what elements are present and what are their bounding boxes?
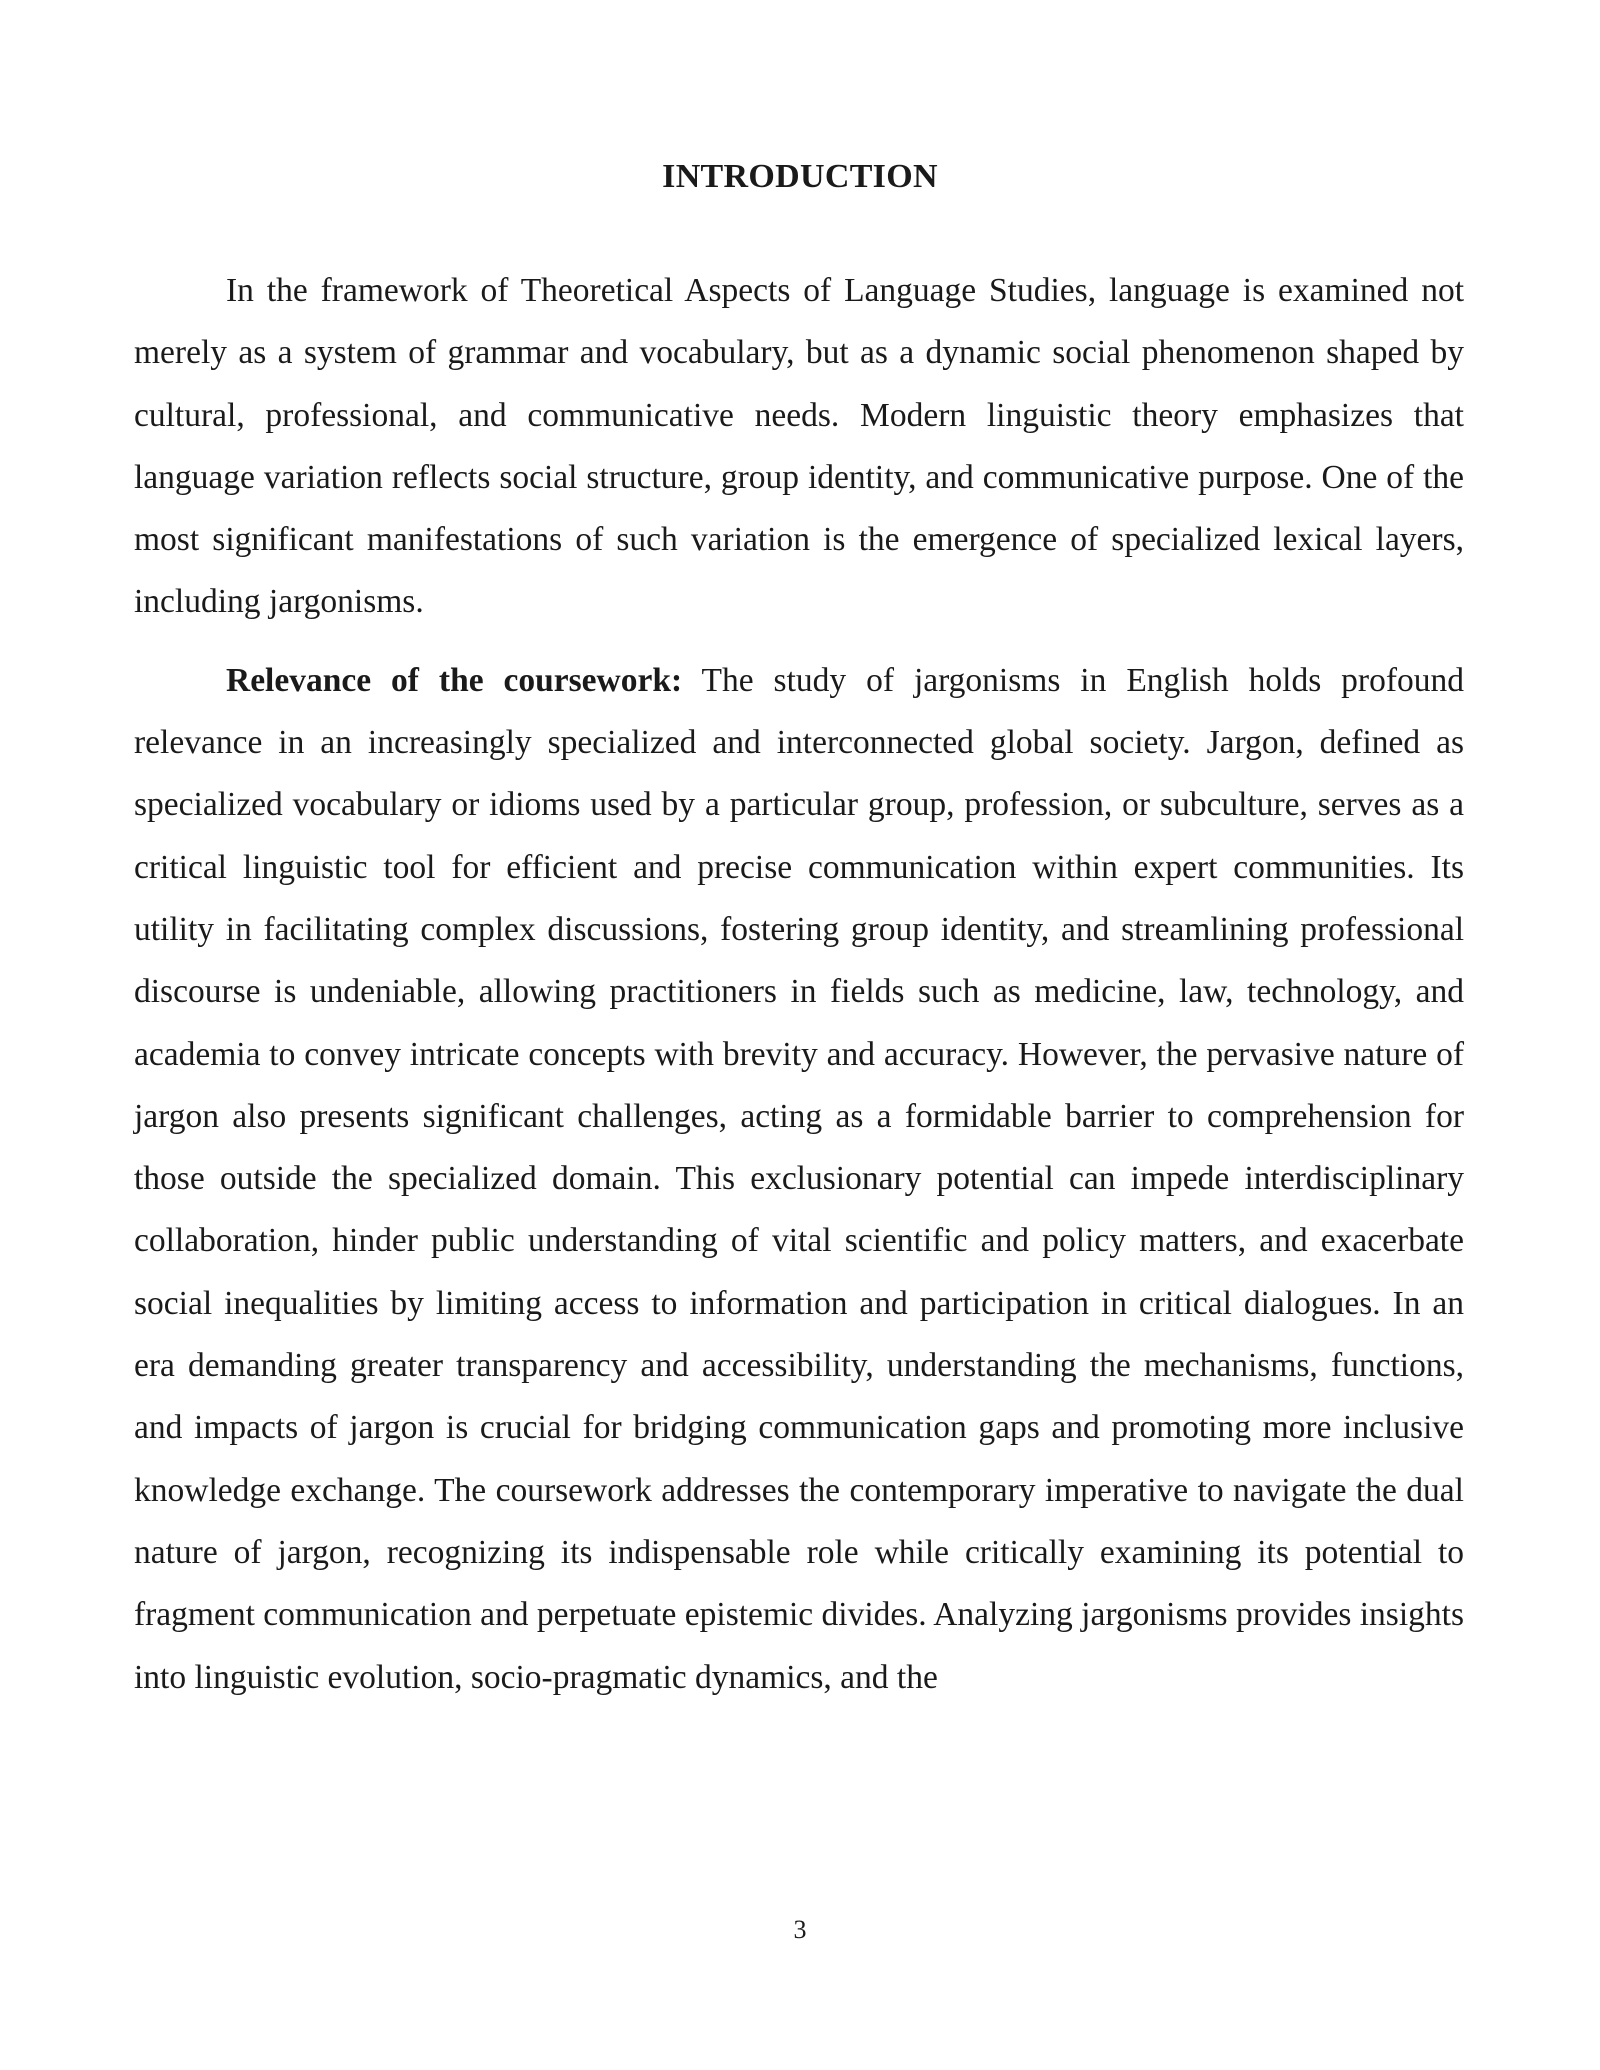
page-number: 3: [793, 1915, 807, 1944]
relevance-paragraph: [134, 650, 1464, 1709]
relevance-lead: Relevance of the coursework:: [226, 661, 683, 699]
section-heading: INTRODUCTION: [662, 158, 938, 195]
intro-paragraph: In the framework of Theoretical Aspects of Language Studies, language is examined not merely as a system of grammar and vocabulary, but as a dynamic social phenomenon shaped by cultural, professional, and communicative needs. Modern linguistic theory emphasizes that language variation reflects social structure, group identity, and communicative purpose. One of the most significant manifestations of such variation is the emergence of specialized lexical layers, including jargonisms.: [134, 272, 1464, 621]
body-text: [134, 260, 1464, 1709]
relevance-text: The study of jargonisms in English holds profound relevance in an increasingly specialized and interconnected global society. Jargon, defined as specialized vocabulary or idioms used by a particular group, profession, or subculture, serves as a critical linguistic tool for efficient and precise communication within expert communities. Its utility in facilitating complex discussions, fostering group identity, and streamlining professional discourse is undeniable, allowing practitioners in fields such as medicine, law, technology, and academia to convey intricate concepts with brevity and accuracy. However, the pervasive nature of jargon also presents significant challenges, acting as a formidable barrier to comprehension for those outside the specialized domain. This exclusionary potential can impede interdisciplinary collaboration, hinder public understanding of vital scientific and policy matters, and exacerbate social inequalities by limiting access to information and participation in critical dialogues. In an era demanding greater transparency and accessibility, understanding the mechanisms, functions, and impacts of jargon is crucial for bridging communication gaps and promoting more inclusive knowledge exchange. The coursework addresses the contemporary imperative to navigate the dual nature of jargon, recognizing its indispensable role while critically examining its potential to fragment communication and perpetuate epistemic divides. Analyzing jargonisms provides insights into linguistic evolution, socio-pragmatic dynamics, and the: [134, 661, 1464, 1696]
